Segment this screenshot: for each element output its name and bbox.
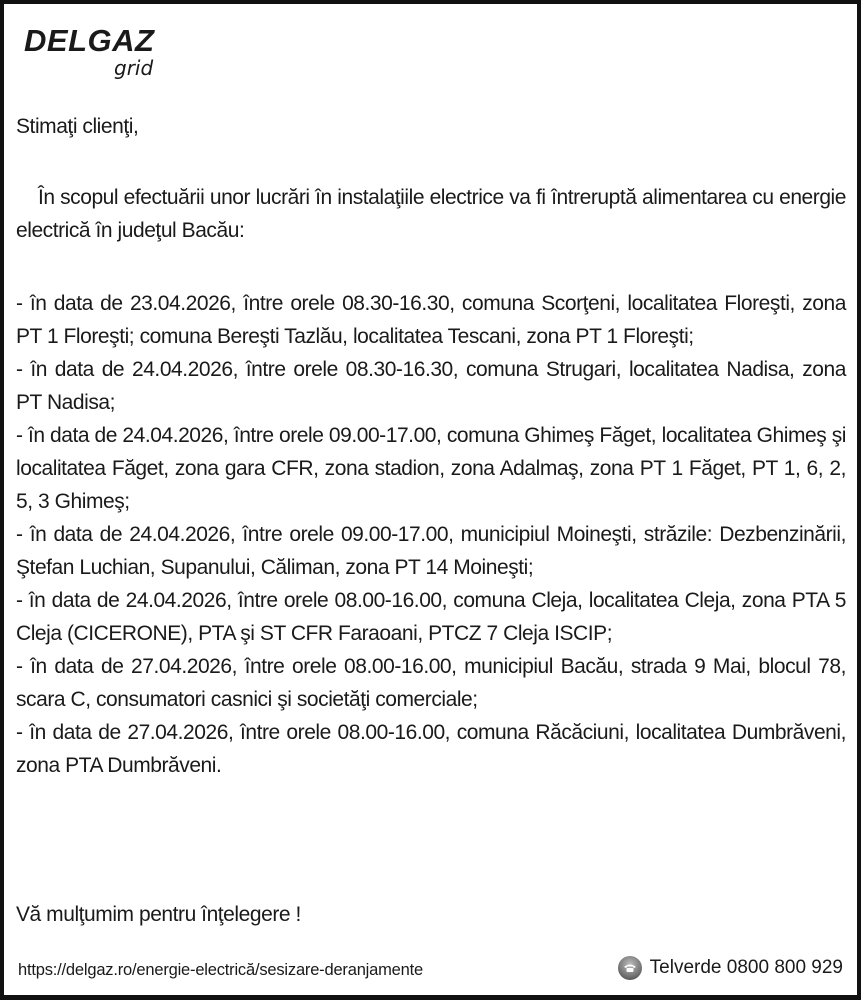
intro-paragraph: În scopul efectuării unor lucrări în instalaţiile electrice va fi întreruptă alimentarea cu energie electrică în judeţul Bacău: <box>16 186 846 242</box>
outage-item: - în data de 27.04.2026, între orele 08.00-16.00, municipiul Bacău, strada 9 Mai, blocul 78, scara C, consumatori casnici şi societăţi comerciale; <box>16 655 846 711</box>
outage-list <box>16 287 846 782</box>
outage-item: - în data de 27.04.2026, între orele 08.00-16.00, comuna Răcăciuni, localitatea Dumbrăveni, zona PTA Dumbrăveni. <box>16 721 846 777</box>
report-link[interactable]: https://delgaz.ro/energie-electrică/sesizare-deranjamente <box>18 961 423 979</box>
outage-item: - în data de 24.04.2026, între orele 09.00-17.00, municipiul Moineşti, străzile: Dezbenzinării, Ştefan Luchian, Supanului, Căliman, zona PT 14 Moineşti; <box>16 523 846 579</box>
outage-item: - în data de 24.04.2026, între orele 09.00-17.00, comuna Ghimeş Făget, localitatea Ghimeş şi localitatea Făget, zona gara CFR, zona stadion, zona Adalmaş, zona PT 1 Făget, PT 1, 6, 2, 5, 3 Ghimeş; <box>16 424 846 513</box>
outage-item: - în data de 24.04.2026, între orele 08.00-16.00, comuna Cleja, localitatea Cleja, zona PTA 5 Cleja (CICERONE), PTA şi ST CFR Faraoani, PTCZ 7 Cleja ISCIP; <box>16 589 846 645</box>
delgaz-grid-logo <box>24 24 174 84</box>
hotline <box>618 955 843 981</box>
notice-body <box>16 181 846 782</box>
logo-brand: DELGAZ <box>24 23 155 58</box>
closing-text: Vă mulţumim pentru înţelegere ! <box>16 903 301 926</box>
greeting: Stimaţi clienţi, <box>16 115 139 138</box>
outage-item: - în data de 24.04.2026, între orele 08.30-16.30, comuna Strugari, localitatea Nadisa, zona PT Nadisa; <box>16 358 846 414</box>
outage-item: - în data de 23.04.2026, între orele 08.30-16.30, comuna Scorţeni, localitatea Floreşti, zona PT 1 Floreşti; comuna Bereşti Tazlău, localitatea Tescani, zona PT 1 Floreşti; <box>16 292 846 348</box>
logo-sub: grid <box>114 56 154 80</box>
telephone-icon <box>618 956 642 980</box>
hotline-label: Telverde 0800 800 929 <box>649 957 843 978</box>
